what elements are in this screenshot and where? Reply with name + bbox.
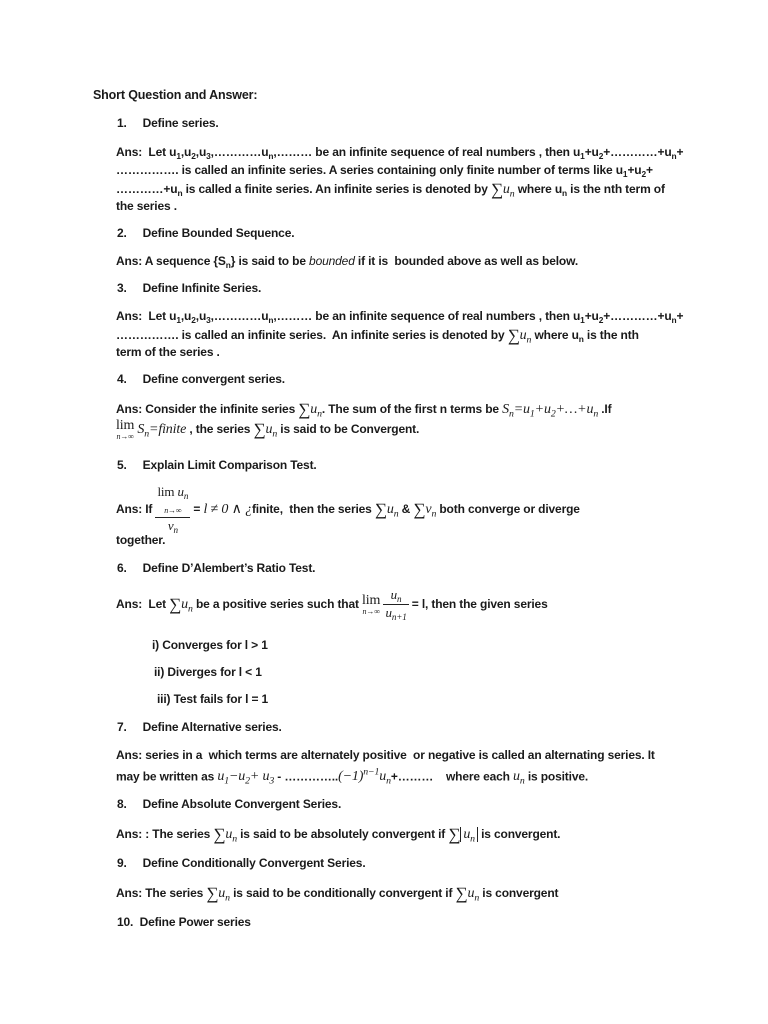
question-number: 8. — [117, 797, 127, 811]
answer-1-line-2: ……………. is called an infinite series. A series containing only finite number of terms like $u_1+u_2+$ — [116, 163, 653, 179]
ratio-test-case-2: ii) Diverges for l < 1 — [154, 665, 262, 679]
ratio-test-case-1: i) Converges for l > 1 — [152, 638, 268, 652]
answer-6: Ans: Let $\sum u_n$ be a positive series such that lim n→∞ $\frac{u_n}{u_{n+1}}$ = l, then the given series — [116, 587, 548, 623]
answer-1-line-4: the series . — [116, 199, 177, 213]
question-number: 9. — [117, 856, 127, 870]
question-2 — [117, 226, 294, 240]
answer-5-line-1: Ans: If $\lim u_n$ n→∞ $v_n$ = l ≠ 0 ∧ ¿finite, then the series $\sum u_n$ & $\sum v_n$ both converge or diverge — [116, 484, 580, 536]
question-number: 1. — [117, 116, 127, 130]
question-9 — [117, 856, 366, 870]
question-text: Define Bounded Sequence. — [142, 226, 295, 240]
answer-9: Ans: The series $\sum u_n$ is said to be conditionally convergent if $\sum u_n$ is convergent — [116, 884, 559, 904]
question-8 — [117, 797, 341, 811]
question-6 — [117, 561, 315, 575]
answer-2: Ans: A sequence $\{S_n\}$ is said to be bounded if it is bounded above as well as below. — [116, 254, 579, 270]
question-number: 7. — [117, 720, 127, 734]
question-text: Define D’Alembert’s Ratio Test. — [142, 561, 316, 575]
question-number: 10. — [117, 915, 134, 929]
question-number: 4. — [117, 372, 127, 386]
answer-8: Ans: : The series $\sum u_n$ is said to be absolutely convergent if ∑ $u_n$ is convergent. — [116, 825, 561, 845]
answer-1-line-3: $\dots\dots\dots\dots+u_n$ is called a finite series. An infinite series is denoted by $\sum u_n$ where $u_n$ is the nth term of — [116, 180, 665, 200]
answer-3-line-3: term of the series . — [116, 345, 220, 359]
ratio-test-case-3: iii) Test fails for l = 1 — [157, 692, 269, 706]
question-number: 3. — [117, 281, 127, 295]
answer-1-line-1: Ans: Let $u_1,u_2,u_3,\dots\dots\dots\dots u_n,\dots\dots\dots$ be an infinite sequence of real numbers , then $u_1+u_2+\dots\dots\dots\dots+u_n+$ — [116, 145, 684, 161]
question-5 — [117, 458, 317, 472]
question-3 — [117, 281, 261, 295]
answer-4-line-2: lim n→∞ $S_n=finite$ , the series $\sum u_n$ is said to be Convergent. — [116, 418, 420, 441]
question-number: 2. — [117, 226, 127, 240]
question-text: Define Conditionally Convergent Series. — [142, 856, 366, 870]
answer-3-line-2: ……………. is called an infinite series. An infinite series is denoted by $\sum u_n$ where $u_n$ is the nth — [116, 326, 639, 346]
question-text: Explain Limit Comparison Test. — [142, 458, 317, 472]
answer-3-line-1: Ans: Let $u_1,u_2,u_3,\dots\dots\dots\dots u_n,\dots\dots\dots$ be an infinite sequence of real numbers , then $u_1+u_2+\dots\dots\dots\dots+u_n+$ — [116, 309, 684, 325]
answer-7-line-1: Ans: series in a which terms are alternately positive or negative is called an alternating series. It — [116, 748, 655, 762]
question-text: Define convergent series. — [142, 372, 285, 386]
question-number: 6. — [117, 561, 127, 575]
question-text: Define Alternative series. — [142, 720, 282, 734]
question-4 — [117, 372, 285, 386]
question-1 — [117, 116, 219, 130]
question-text: Define Infinite Series. — [142, 281, 262, 295]
answer-5-line-2: together. — [116, 533, 166, 547]
question-7 — [117, 720, 282, 734]
question-text: Define Absolute Convergent Series. — [142, 797, 342, 811]
question-text: Define Power series — [139, 915, 251, 929]
answer-7-line-2: may be written as $u_1-u_2+ u_3$ - $\dots\dots\dots\dots..(-1)^{n-1}u_n+\dots\dots\dots$ where each $u_n$ is positive. — [116, 767, 589, 787]
question-number: 5. — [117, 458, 127, 472]
document-title: Short Question and Answer: — [93, 88, 258, 102]
question-text: Define series. — [142, 116, 219, 130]
question-10 — [117, 915, 251, 929]
answer-4-line-1: Ans: Consider the infinite series $\sum u_n$. The sum of the first n terms be $S_n=u_1+u_2+\dots+u_n$ .If — [116, 400, 612, 420]
